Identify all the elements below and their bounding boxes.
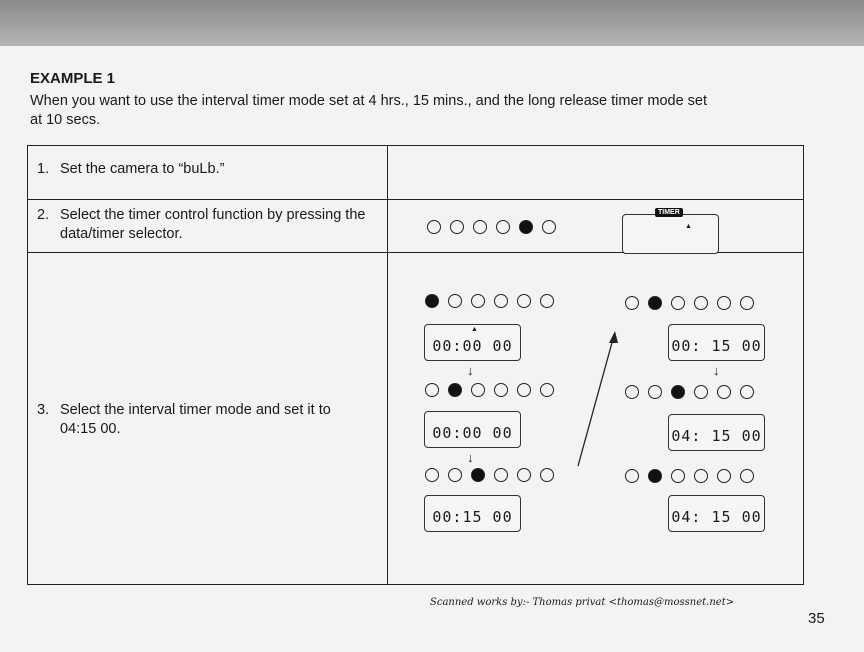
scan-top-band — [0, 0, 864, 46]
mode-dot — [740, 385, 754, 399]
page-number: 35 — [808, 610, 825, 627]
down-arrow-icon: ↓ — [467, 363, 474, 378]
mode-indicator-dots — [625, 385, 754, 399]
mode-indicator-dots — [425, 468, 554, 482]
lcd-value: 00:15 00 — [432, 508, 513, 526]
mode-dot — [717, 385, 731, 399]
mode-dot — [517, 468, 531, 482]
mode-dot — [471, 383, 485, 397]
step-number: 3. — [37, 402, 50, 418]
up-arrow-icon — [573, 331, 623, 471]
lcd-display — [668, 414, 765, 451]
mode-dot — [717, 469, 731, 483]
mode-dot-active — [425, 294, 439, 308]
lcd-display — [424, 495, 521, 532]
step-number: 2. — [37, 207, 50, 223]
mode-dot-active — [648, 296, 662, 310]
mode-dot — [427, 220, 441, 234]
step-text: Select the interval timer mode and set it to 04:15 00. — [60, 402, 331, 437]
lcd-value: 00:00 00 — [432, 337, 513, 355]
mode-dot — [540, 383, 554, 397]
mode-dot — [496, 220, 510, 234]
column-divider — [387, 146, 388, 584]
mode-dot-active — [648, 469, 662, 483]
mode-dot — [450, 220, 464, 234]
mode-dot — [625, 469, 639, 483]
marker-icon: ▲ — [471, 326, 478, 333]
mode-dot — [717, 296, 731, 310]
mode-dot — [648, 385, 662, 399]
mode-dot-active — [471, 468, 485, 482]
mode-dot — [694, 469, 708, 483]
lcd-display — [424, 324, 521, 361]
instruction-table — [27, 145, 804, 585]
lcd-value: 04: 15 00 — [671, 427, 762, 445]
mode-dot — [517, 383, 531, 397]
mode-dot — [494, 468, 508, 482]
mode-dot — [425, 468, 439, 482]
mode-indicator-dots — [625, 469, 754, 483]
mode-indicator-dots — [427, 220, 556, 234]
mode-dot — [671, 296, 685, 310]
step-text: Select the timer control function by pressing the data/timer selector. — [60, 207, 366, 242]
example-heading: EXAMPLE 1 — [30, 70, 116, 87]
lcd-display — [668, 495, 765, 532]
mode-dot — [494, 383, 508, 397]
mode-dot — [425, 383, 439, 397]
scan-credit: Scanned works by:- Thomas privat <thomas@mossnet.net> — [430, 597, 735, 608]
mode-dot — [625, 296, 639, 310]
example-intro: When you want to use the interval timer mode set at 4 hrs., 15 mins., and the long release timer mode set at 10 secs. — [30, 93, 708, 128]
lcd-value: 00:00 00 — [432, 424, 513, 442]
mode-dot — [694, 296, 708, 310]
down-arrow-icon: ↓ — [713, 363, 720, 378]
lcd-display — [424, 411, 521, 448]
step-text: Set the camera to “buLb.” — [60, 161, 225, 177]
step-number: 1. — [37, 161, 50, 177]
lcd-display — [668, 324, 765, 361]
mode-dot — [694, 385, 708, 399]
mode-dot-active — [519, 220, 533, 234]
timer-badge: TIMER — [655, 208, 683, 217]
down-arrow-icon: ↓ — [467, 450, 474, 465]
mode-dot — [671, 469, 685, 483]
mode-dot — [540, 468, 554, 482]
mode-dot — [540, 294, 554, 308]
mode-dot — [471, 294, 485, 308]
mode-dot — [448, 468, 462, 482]
mode-dot — [494, 294, 508, 308]
mode-dot — [473, 220, 487, 234]
lcd-value: 04: 15 00 — [671, 508, 762, 526]
mode-dot — [740, 296, 754, 310]
mode-dot — [625, 385, 639, 399]
mode-dot — [740, 469, 754, 483]
mode-dot-active — [448, 383, 462, 397]
marker-icon: ▲ — [685, 223, 692, 230]
row-divider — [28, 199, 803, 200]
mode-dot — [448, 294, 462, 308]
mode-dot — [517, 294, 531, 308]
mode-indicator-dots — [425, 383, 554, 397]
mode-dot-active — [671, 385, 685, 399]
mode-dot — [542, 220, 556, 234]
mode-indicator-dots — [625, 296, 754, 310]
mode-indicator-dots — [425, 294, 554, 308]
lcd-value: 00: 15 00 — [671, 337, 762, 355]
lcd-display — [622, 209, 719, 254]
